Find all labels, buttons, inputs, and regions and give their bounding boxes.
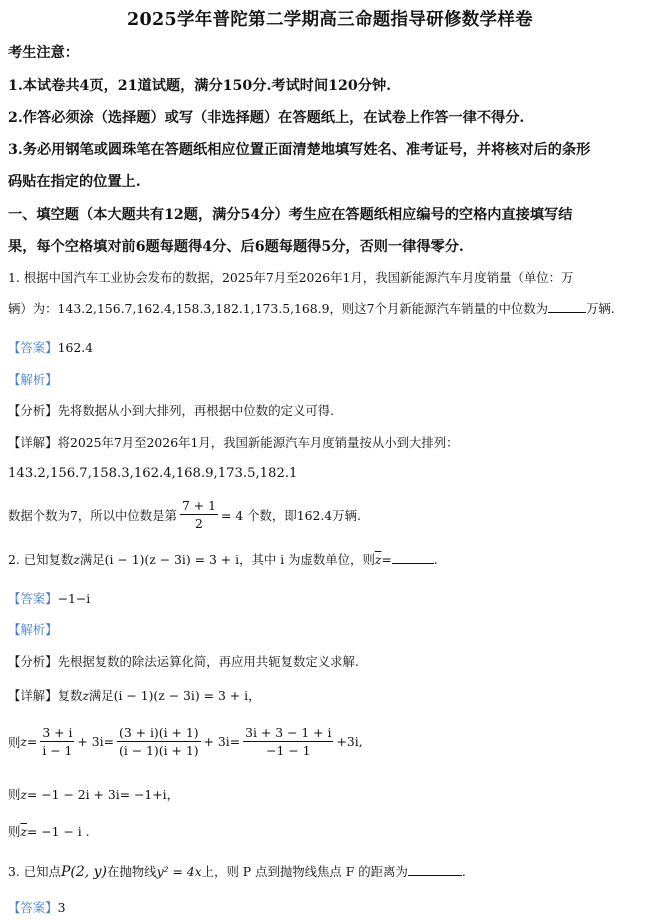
q2-step2-z: z — [20, 787, 27, 802]
q2-fraction-2 — [117, 724, 201, 759]
notice-item-3: 3.务必用钢笔或圆珠笔在答题纸相应位置正面清楚地填写姓名、准考证号，并将核对后的条形 — [8, 142, 591, 158]
q2-stem-pre: 2. 已知复数 — [8, 552, 74, 567]
q2-fenxi — [8, 652, 359, 670]
q2-step1-z: z — [20, 734, 27, 749]
notice-item-3-cont: 码贴在指定的位置上. — [8, 174, 141, 190]
q1-fenxi-text: 先将数据从小到大排列，再根据中位数的定义可得. — [57, 403, 335, 418]
q2-step3-text: = −1 − i . — [26, 824, 90, 839]
q1-fraction — [180, 497, 218, 532]
q1-stem-unit: 万辆. — [586, 301, 615, 316]
q2-then-2: 则 — [8, 787, 21, 802]
q2-stem-post: ，其中 i 为虚数单位，则 — [239, 552, 375, 567]
q2-zbar: $\overline{z}$ — [374, 552, 382, 567]
q2-solution-step-1 — [8, 724, 363, 759]
q2-condition: (i − 1)(z − 3i) = 3 + i — [104, 552, 240, 567]
q3-stem-post: 上，则 P 点到抛物线焦点 F 的距离为 — [201, 864, 408, 879]
q1-xiangjie-tag: 【详解】 — [8, 435, 58, 450]
q3-stem-mid: 在抛物线 — [107, 864, 157, 879]
q1-analysis-tag: 【解析】 — [8, 372, 58, 387]
q1-count-text: 数据个数为7，所以中位数是第 — [8, 507, 177, 523]
q2-equals: = — [381, 552, 392, 567]
q2-answer-value: −1−i — [57, 591, 91, 606]
q1-fenxi-tag: 【分析】 — [8, 403, 58, 418]
notice-item-2: 2.作答必须涂（选择题）或写（非选择题）在答题纸上，在试卷上作答一律不得分. — [8, 110, 525, 126]
q2-fraction-2-denominator: (i − 1)(i + 1) — [118, 743, 199, 758]
q1-count-result: = 4 个数，即162.4万辆. — [221, 507, 361, 523]
q1-fraction-numerator: 7 + 1 — [181, 498, 216, 513]
q2-answer — [8, 589, 90, 607]
q1-answer-tag: 【答案】 — [8, 340, 58, 355]
q3-stem-pre: 3. 已知点 — [8, 864, 61, 879]
notice-heading: 考生注意： — [8, 45, 79, 61]
q2-solution-step-3 — [8, 822, 90, 840]
q2-xiangjie-pre: 复数 — [57, 688, 83, 703]
q2-xiangjie — [8, 686, 261, 704]
page-title: 2025学年普陀第二学期高三命题指导研修数学样卷 — [127, 10, 533, 30]
q2-stem-mid: 满足 — [79, 552, 105, 567]
q2-answer-blank — [392, 563, 434, 564]
q2-stem-end: . — [433, 552, 438, 567]
q2-fraction-3 — [243, 724, 333, 759]
q2-fenxi-text: 先根据复数的除法运算化简，再应用共轭复数定义求解. — [57, 654, 359, 669]
q1-xiangjie-text: 将2025年7月至2026年1月，我国新能源汽车月度销量按从小到大排列： — [57, 435, 459, 450]
q1-stem-line-2 — [8, 299, 615, 317]
q2-step2-text: = −1 − 2i + 3i= −1+i， — [26, 787, 180, 802]
notice-item-1: 1.本试卷共4页，21道试题，满分150分.考试时间120分钟. — [8, 78, 392, 94]
q1-fenxi — [8, 401, 334, 419]
q2-plus-1: + 3i= — [77, 734, 114, 749]
q2-xiangjie-condition: (i − 1)(z − 3i) = 3 + i — [113, 688, 249, 703]
q3-stem-end: . — [461, 864, 466, 879]
q2-xiangjie-post: ， — [248, 688, 261, 703]
q1-answer-blank — [548, 312, 586, 313]
q1-answer-value: 162.4 — [57, 340, 94, 355]
q3-answer-value: 3 — [57, 900, 66, 915]
q3-answer-blank — [408, 875, 462, 876]
q2-xiangjie-z: z — [82, 688, 89, 703]
q2-answer-tag: 【答案】 — [8, 591, 58, 606]
section-instructions-line-1: 一、填空题（本大题共有12题，满分54分）考生应在答题纸相应编号的空格内直接填写结 — [8, 207, 573, 223]
q2-xiangjie-tag: 【详解】 — [8, 688, 58, 703]
q3-parabola: y² = 4x — [156, 864, 202, 879]
q2-variable-z: z — [73, 552, 80, 567]
section-instructions-line-2: 果，每个空格填对前6题每题得4分、后6题每题得5分，否则一律得零分. — [8, 239, 464, 255]
q2-plus-3: +3i, — [336, 734, 363, 749]
q3-stem — [8, 862, 466, 880]
q2-stem — [8, 550, 438, 568]
q2-fraction-1-denominator: i − 1 — [42, 743, 73, 758]
q2-then-1: 则 — [8, 734, 21, 750]
q1-sorted-data: 143.2,156.7,158.3,162.4,168.9,173.5,182.1 — [8, 466, 298, 481]
q2-fraction-2-numerator: (3 + i)(i + 1) — [118, 725, 199, 740]
q1-stem-line-1: 1. 根据中国汽车工业协会发布的数据，2025年7月至2026年1月，我国新能源汽车月度销量（单位：万 — [8, 270, 574, 285]
q1-fraction-denominator: 2 — [195, 516, 203, 531]
q2-then-3: 则 — [8, 824, 21, 839]
q2-step1-equals: = — [26, 734, 38, 749]
q2-plus-2: + 3i= — [203, 734, 241, 749]
q2-fraction-1-numerator: 3 + i — [42, 725, 73, 740]
q1-stem-text: 辆）为：143.2,156.7,162.4,158.3,182.1,173.5,168.9，则这7个月新能源汽车销量的中位数为 — [8, 301, 549, 316]
q2-fenxi-tag: 【分析】 — [8, 654, 58, 669]
q3-answer — [8, 898, 65, 916]
q2-step3-zbar: $\overline{z}$ — [20, 824, 27, 839]
q1-answer — [8, 338, 93, 356]
q2-analysis-tag: 【解析】 — [8, 622, 58, 637]
q1-median-formula — [8, 497, 361, 532]
q3-point: P(2, y) — [60, 864, 107, 880]
q2-fraction-3-numerator: 3i + 3 − 1 + i — [245, 725, 332, 740]
q2-xiangjie-mid: 满足 — [88, 688, 114, 703]
q2-fraction-3-denominator: −1 − 1 — [266, 743, 311, 758]
q2-solution-step-2 — [8, 785, 179, 803]
q1-xiangjie — [8, 433, 459, 451]
q3-answer-tag: 【答案】 — [8, 900, 58, 915]
q2-fraction-1 — [40, 724, 74, 759]
